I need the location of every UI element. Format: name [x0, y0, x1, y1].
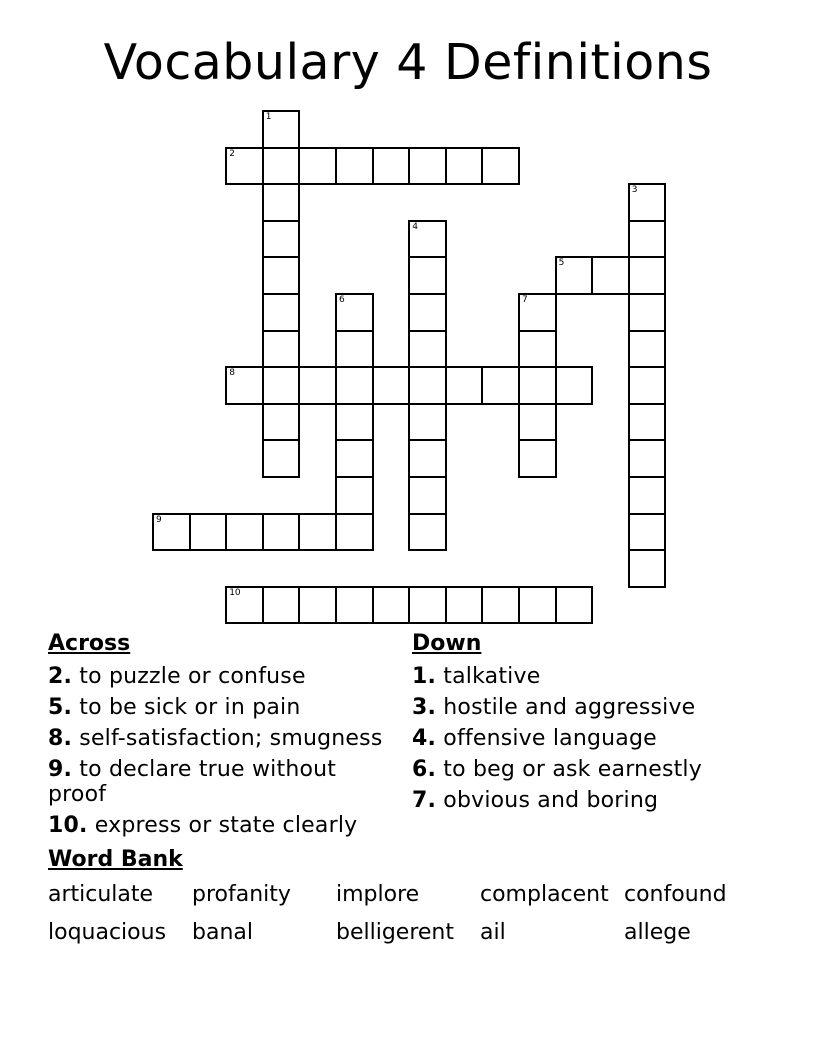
down-clue [412, 788, 772, 813]
grid-cell[interactable] [335, 513, 374, 552]
grid-cell[interactable] [262, 366, 301, 405]
grid-cell[interactable] [262, 110, 301, 149]
clue-text: self-satisfaction; smugness [79, 726, 383, 751]
grid-cell[interactable] [408, 586, 447, 625]
grid-cell[interactable] [518, 330, 557, 369]
grid-cell[interactable] [372, 147, 411, 186]
word-bank-word: loquacious [48, 920, 167, 945]
word-bank-word: belligerent [336, 920, 455, 945]
clue-text: hostile and aggressive [443, 695, 696, 720]
down-clue [412, 695, 772, 720]
grid-cell[interactable] [262, 330, 301, 369]
grid-cell[interactable] [262, 439, 301, 478]
word-bank-word: confound [624, 882, 727, 907]
grid-cell[interactable] [262, 183, 301, 222]
grid-cell[interactable] [628, 293, 667, 332]
down-heading: Down [412, 631, 482, 656]
grid-cell[interactable] [408, 476, 447, 515]
grid-cell[interactable] [518, 586, 557, 625]
grid-cell[interactable] [628, 366, 667, 405]
grid-cell[interactable] [372, 366, 411, 405]
grid-cell[interactable] [445, 366, 484, 405]
grid-cell[interactable] [335, 366, 374, 405]
word-bank-word: implore [336, 882, 420, 907]
clue-number-label: 10 [229, 587, 241, 598]
clue-number-label: 7 [522, 295, 528, 305]
grid-cell[interactable] [408, 439, 447, 478]
clue-number-label: 4 [412, 221, 418, 232]
grid-cell[interactable] [628, 256, 667, 295]
clue-text: to declare true without proof [48, 757, 337, 807]
grid-cell[interactable] [408, 220, 447, 259]
grid-cell[interactable] [518, 439, 557, 478]
word-bank-word: articulate [48, 882, 154, 907]
clue-number: 1. [412, 664, 437, 689]
grid-cell[interactable] [628, 439, 667, 478]
across-clue [48, 695, 393, 720]
clue-number-label: 3 [631, 185, 638, 196]
grid-cell[interactable] [225, 366, 264, 405]
grid-cell[interactable] [408, 513, 447, 552]
grid-cell[interactable] [262, 256, 301, 295]
clue-text: offensive language [443, 726, 657, 751]
grid-cell[interactable] [225, 586, 264, 625]
grid-cell[interactable] [225, 513, 264, 552]
clue-number-label: 5 [558, 258, 565, 269]
clue-number: 10. [48, 813, 88, 838]
clue-number: 8. [48, 726, 73, 751]
grid-cell[interactable] [335, 147, 374, 186]
grid-cell[interactable] [298, 366, 337, 405]
clue-text: express or state clearly [94, 813, 358, 838]
grid-cell[interactable] [555, 366, 594, 405]
grid-cell[interactable] [335, 330, 374, 369]
word-bank-word: banal [192, 920, 253, 945]
clue-number-label: 6 [339, 295, 345, 305]
grid-cell[interactable] [152, 513, 191, 552]
grid-cell[interactable] [481, 586, 520, 625]
grid-cell[interactable] [262, 293, 301, 332]
grid-cell[interactable] [298, 513, 337, 552]
clue-text: to puzzle or confuse [79, 664, 306, 689]
grid-cell[interactable] [445, 586, 484, 625]
clue-text: talkative [443, 664, 541, 689]
grid-cell[interactable] [298, 586, 337, 625]
grid-cell[interactable] [408, 366, 447, 405]
grid-cell[interactable] [225, 147, 264, 186]
grid-cell[interactable] [335, 476, 374, 515]
grid-cell[interactable] [372, 586, 411, 625]
across-clue [48, 726, 393, 751]
clue-number-label: 1 [265, 112, 272, 122]
clue-text: obvious and boring [443, 788, 659, 813]
grid-cell[interactable] [628, 513, 667, 552]
word-bank-word: ail [480, 920, 506, 945]
word-bank-word: profanity [192, 882, 291, 907]
grid-cell[interactable] [518, 293, 557, 332]
clue-text: to beg or ask earnestly [443, 757, 702, 782]
clue-number: 9. [48, 757, 73, 782]
grid-cell[interactable] [335, 439, 374, 478]
grid-cell[interactable] [481, 147, 520, 186]
grid-cell[interactable] [555, 586, 594, 625]
grid-cell[interactable] [628, 403, 667, 442]
grid-cell[interactable] [518, 403, 557, 442]
clue-number: 7. [412, 788, 437, 813]
across-clue [48, 664, 393, 689]
down-clue [412, 757, 772, 782]
down-clue [412, 726, 772, 751]
clue-number: 6. [412, 757, 437, 782]
grid-cell[interactable] [481, 366, 520, 405]
grid-cell[interactable] [555, 256, 594, 295]
clue-number-label: 8 [229, 368, 235, 379]
grid-cell[interactable] [408, 256, 447, 295]
grid-cell[interactable] [262, 513, 301, 552]
grid-cell[interactable] [591, 256, 630, 295]
word-bank-word: complacent [480, 882, 609, 907]
word-bank-heading: Word Bank [48, 847, 183, 872]
across-clues [48, 630, 393, 838]
down-clue [412, 664, 772, 689]
grid-cell[interactable] [408, 330, 447, 369]
puzzle-title: Vocabulary 4 Definitions [103, 34, 713, 91]
down-clues [412, 630, 772, 813]
grid-cell[interactable] [628, 549, 667, 588]
grid-cell[interactable] [445, 147, 484, 186]
grid-cell[interactable] [628, 183, 667, 222]
grid-cell[interactable] [628, 220, 667, 259]
grid-cell[interactable] [262, 586, 301, 625]
grid-cell[interactable] [408, 293, 447, 332]
clue-number: 5. [48, 695, 73, 720]
grid-cell[interactable] [628, 330, 667, 369]
clue-number: 2. [48, 664, 73, 689]
grid-cell[interactable] [189, 513, 228, 552]
grid-cell[interactable] [408, 403, 447, 442]
word-bank-word: allege [624, 920, 691, 945]
clue-number-label: 9 [156, 514, 162, 525]
clue-number: 3. [412, 695, 437, 720]
grid-cell[interactable] [298, 147, 337, 186]
clue-number: 4. [412, 726, 437, 751]
grid-cell[interactable] [335, 293, 374, 332]
across-clue [48, 757, 393, 807]
grid-cell[interactable] [335, 586, 374, 625]
across-heading: Across [48, 631, 131, 656]
word-bank [48, 882, 768, 946]
across-clue [48, 813, 393, 838]
clue-text: to be sick or in pain [79, 695, 301, 720]
grid-cell[interactable] [262, 147, 301, 186]
clue-number-label: 2 [229, 148, 235, 159]
grid-cell[interactable] [408, 147, 447, 186]
grid-cell[interactable] [335, 403, 374, 442]
grid-cell[interactable] [262, 220, 301, 259]
grid-cell[interactable] [628, 476, 667, 515]
grid-cell[interactable] [518, 366, 557, 405]
grid-cell[interactable] [262, 403, 301, 442]
